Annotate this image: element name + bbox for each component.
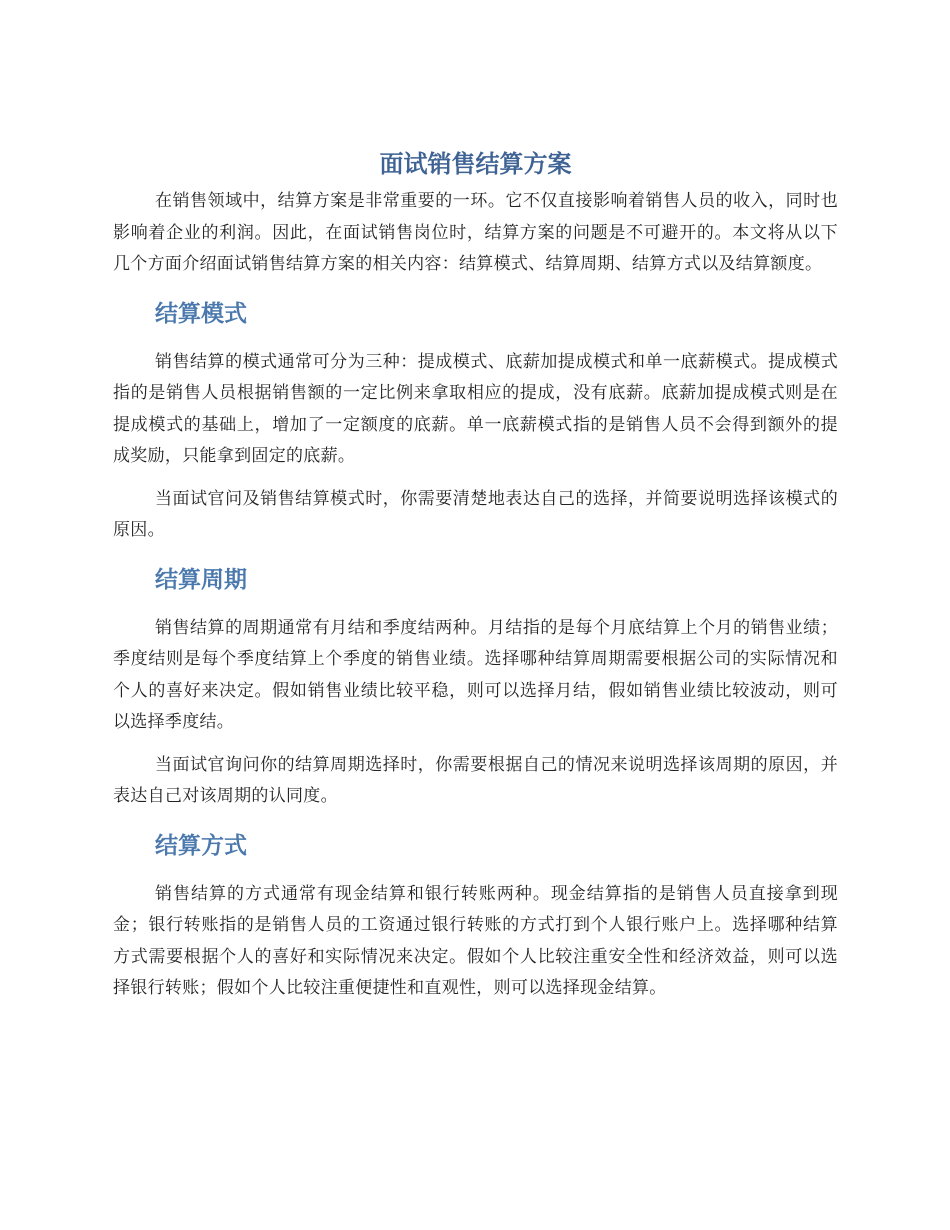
section-heading-settlement-method: 结算方式 [155, 832, 247, 859]
section-paragraph: 当面试官问及销售结算模式时，你需要清楚地表达自己的选择，并简要说明选择该模式的原因。 [113, 488, 838, 540]
section-paragraph: 当面试官询问你的结算周期选择时，你需要根据自己的情况来说明选择该周期的原因，并表达自己对该周期的认同度。 [113, 754, 838, 806]
section-heading-settlement-model: 结算模式 [155, 300, 247, 327]
document-title: 面试销售结算方案 [379, 150, 572, 178]
section-paragraph: 销售结算的模式通常可分为三种：提成模式、底薪加提成模式和单一底薪模式。提成模式指的是销售人员根据销售额的一定比例来拿取相应的提成，没有底薪。底薪加提成模式则是在提成模式的基础上，增加了一定额度的底薪。单一底薪模式指的是销售人员不会得到额外的提成奖励，只能拿到固定的底薪。 [113, 351, 838, 466]
section-paragraph: 销售结算的方式通常有现金结算和银行转账两种。现金结算指的是销售人员直接拿到现金；银行转账指的是销售人员的工资通过银行转账的方式打到个人银行账户上。选择哪种结算方式需要根据个人的喜好和实际情况来决定。假如个人比较注重安全性和经济效益，则可以选择银行转账；假如个人比较注重便捷性和直观性，则可以选择现金结算。 [113, 883, 838, 998]
document-page [113, 148, 838, 1005]
section-heading-settlement-period: 结算周期 [155, 566, 247, 593]
intro-paragraph: 在销售领域中，结算方案是非常重要的一环。它不仅直接影响着销售人员的收入，同时也影响着企业的利润。因此，在面试销售岗位时，结算方案的问题是不可避开的。本文将从以下几个方面介绍面试销售结算方案的相关内容：结算模式、结算周期、结算方式以及结算额度。 [113, 191, 838, 274]
section-paragraph: 销售结算的周期通常有月结和季度结两种。月结指的是每个月底结算上个月的销售业绩；季度结则是每个季度结算上个季度的销售业绩。选择哪种结算周期需要根据公司的实际情况和个人的喜好来决定。假如销售业绩比较平稳，则可以选择月结，假如销售业绩比较波动，则可以选择季度结。 [113, 617, 838, 732]
